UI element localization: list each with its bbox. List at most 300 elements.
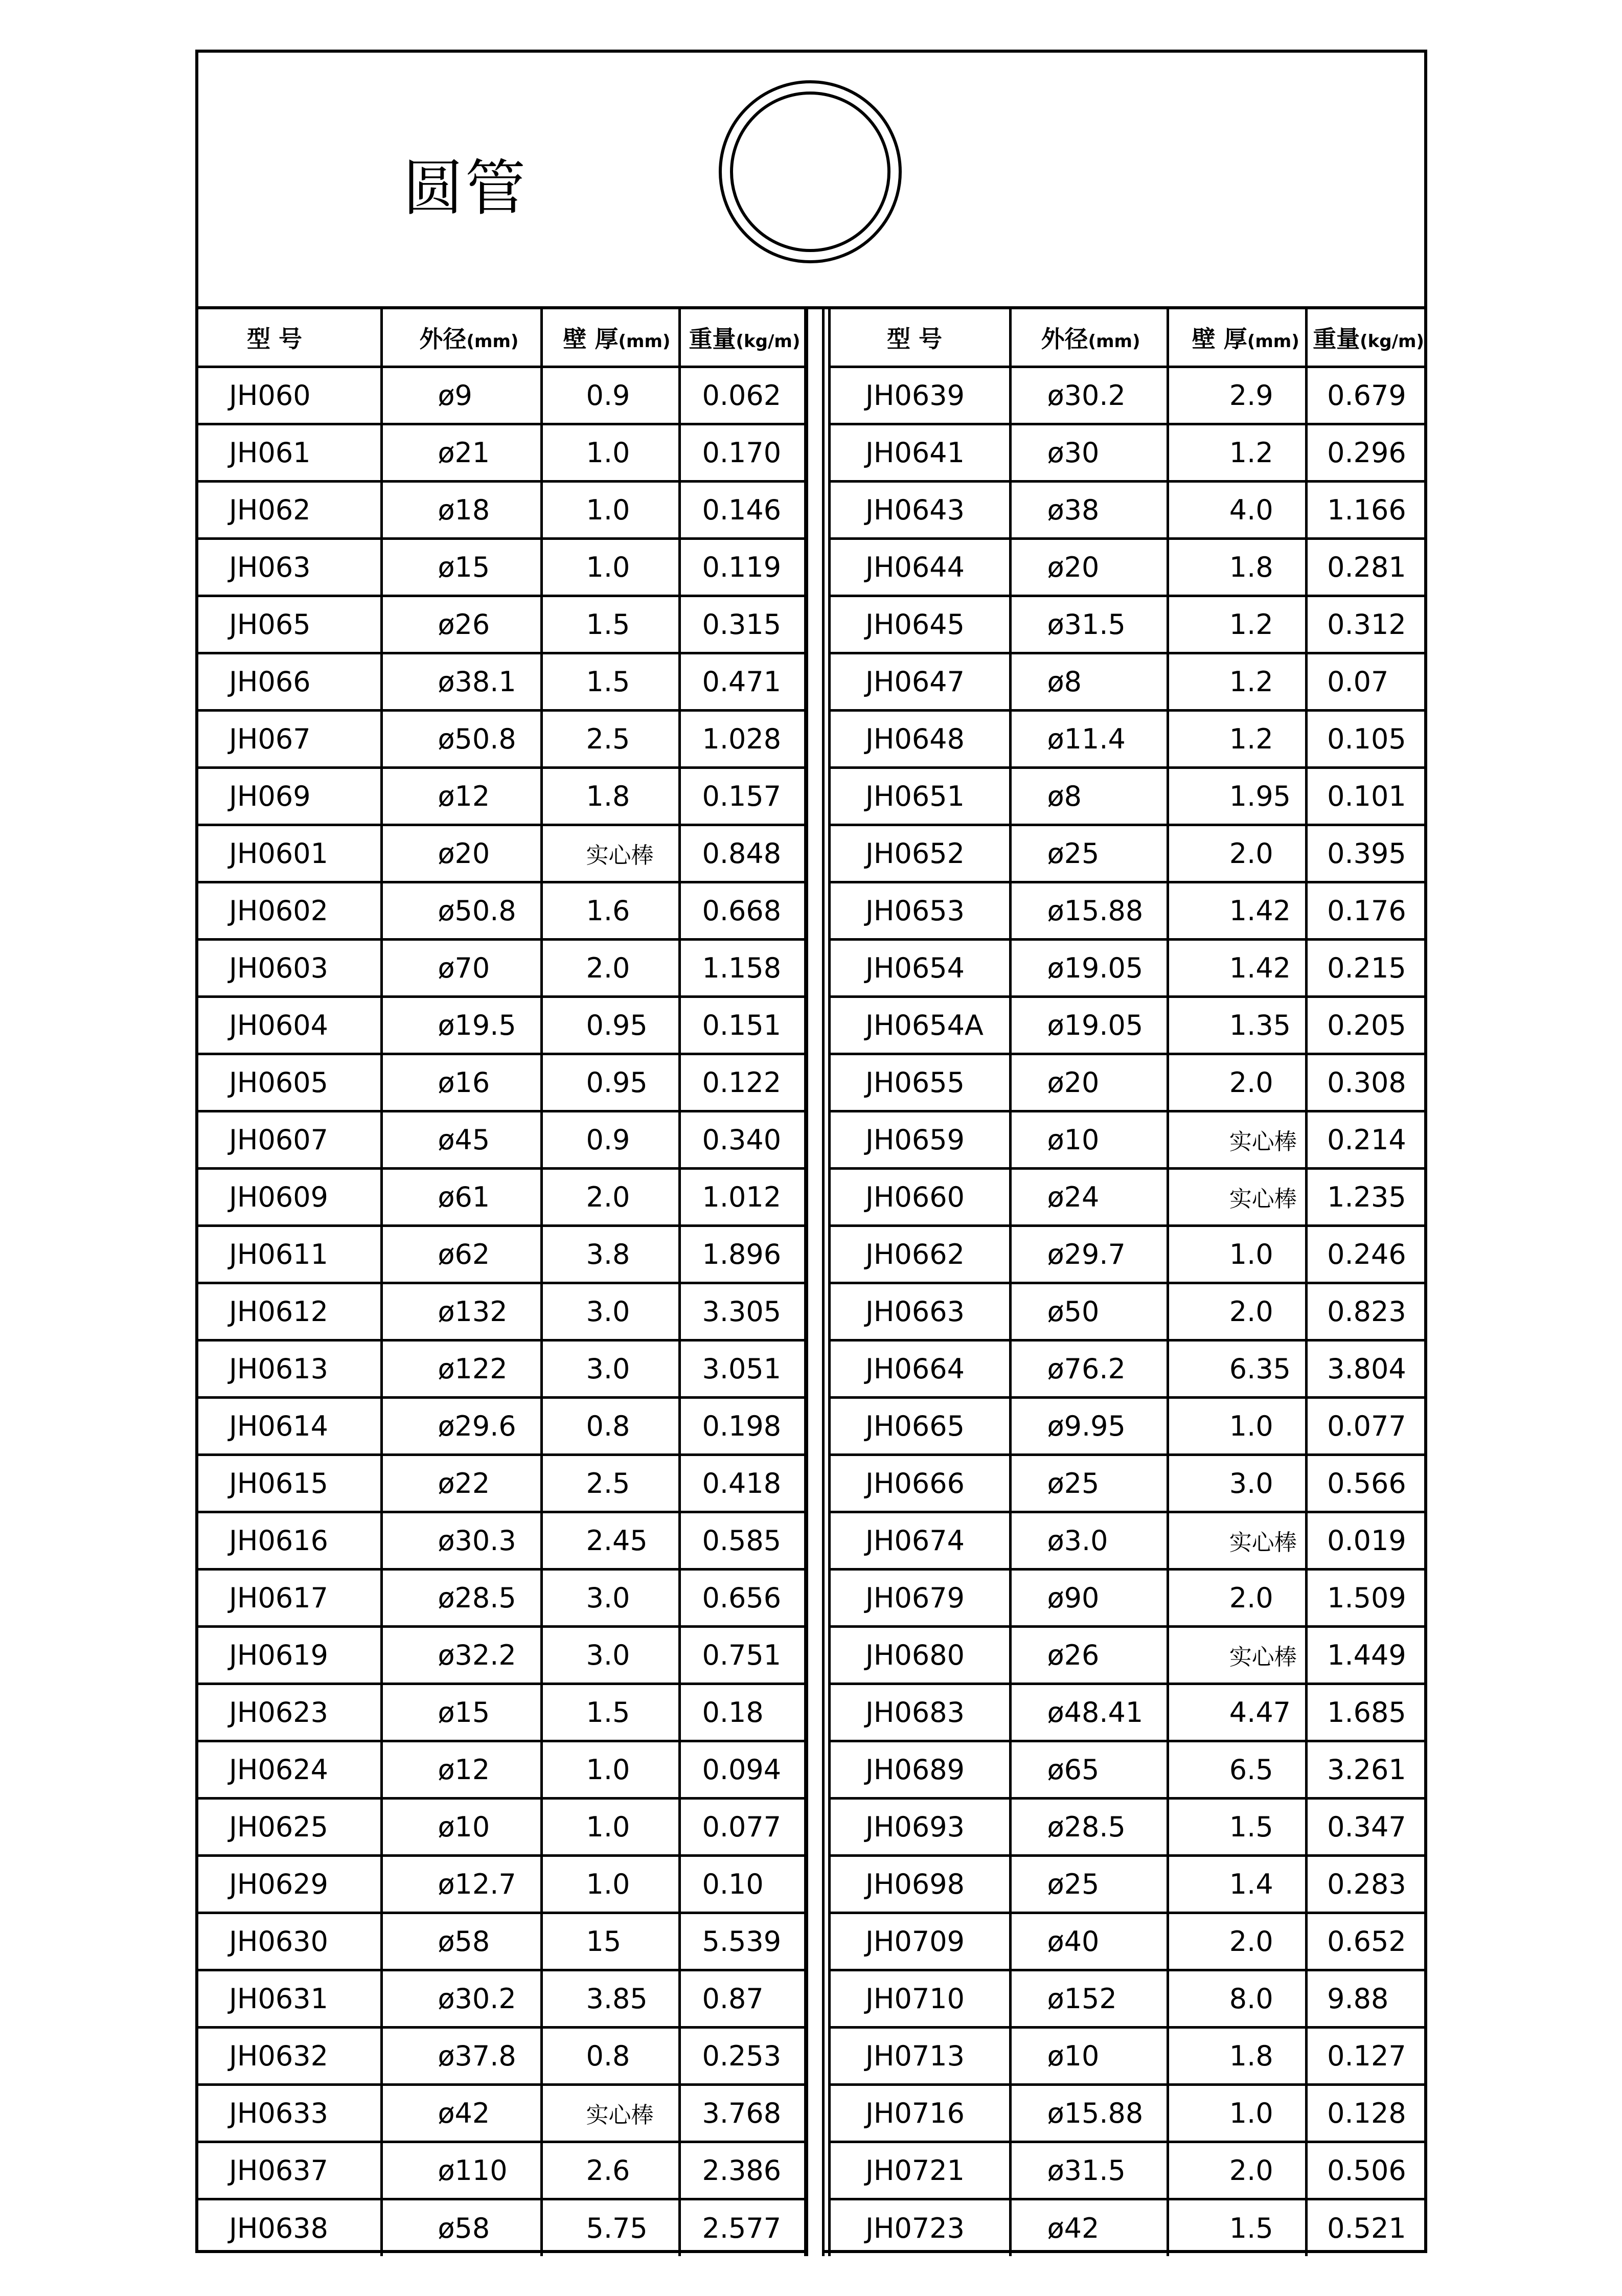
cell-outer-diameter: ø28.5 [381,1569,541,1626]
cell-model: JH0659 [830,1111,1011,1168]
table-row [830,367,1425,424]
cell-model: JH0644 [830,538,1011,596]
table-row [198,1340,807,1397]
table-row [198,1054,807,1111]
table-row [830,2027,1425,2084]
table-row [198,1283,807,1340]
cell-weight: 0.094 [679,1741,807,1798]
cell-weight: 0.668 [679,882,807,939]
table-row [830,2084,1425,2142]
cell-weight: 0.848 [679,825,807,882]
cell-model: JH063 [198,538,381,596]
cell-outer-diameter: ø24 [1010,1168,1168,1225]
cell-weight: 0.521 [1307,2199,1424,2256]
cell-outer-diameter: ø12.7 [381,1855,541,1913]
table-row [830,1741,1425,1798]
table-row [830,1913,1425,1970]
table-row [198,2142,807,2199]
cell-wall-thickness: 1.0 [541,1741,679,1798]
cell-outer-diameter: ø132 [381,1283,541,1340]
cell-outer-diameter: ø15 [381,1684,541,1741]
cell-weight: 0.119 [679,538,807,596]
cell-outer-diameter: ø30 [1010,424,1168,481]
cell-outer-diameter: ø25 [1010,1855,1168,1913]
cell-wall-thickness: 3.0 [541,1283,679,1340]
cell-outer-diameter: ø22 [381,1454,541,1512]
cell-model: JH0641 [830,424,1011,481]
cell-model: JH0609 [198,1168,381,1225]
cell-weight: 0.347 [1307,1798,1424,1855]
cell-wall-thickness: 15 [541,1913,679,1970]
cell-outer-diameter: ø50 [1010,1283,1168,1340]
cell-outer-diameter: ø25 [1010,825,1168,882]
table-row [830,1225,1425,1283]
cell-outer-diameter: ø37.8 [381,2027,541,2084]
cell-model: JH0655 [830,1054,1011,1111]
table-row [830,882,1425,939]
cell-weight: 0.566 [1307,1454,1424,1512]
cell-weight: 0.205 [1307,996,1424,1054]
cell-wall-thickness: 1.2 [1168,424,1306,481]
cell-model: JH0693 [830,1798,1011,1855]
cell-model: JH0613 [198,1340,381,1397]
cell-outer-diameter: ø38.1 [381,653,541,710]
cell-outer-diameter: ø10 [1010,2027,1168,2084]
cell-model: JH0665 [830,1397,1011,1454]
cell-weight: 3.305 [679,1283,807,1340]
cell-weight: 0.128 [1307,2084,1424,2142]
cell-wall-thickness: 1.0 [1168,2084,1306,2142]
cell-outer-diameter: ø8 [1010,767,1168,825]
table-row [198,424,807,481]
cell-model: JH0639 [830,367,1011,424]
cell-weight: 0.395 [1307,825,1424,882]
cell-wall-thickness: 2.5 [541,710,679,767]
table-row [198,2027,807,2084]
table-row [198,653,807,710]
cell-wall-thickness: 2.6 [541,2142,679,2199]
cell-wall-thickness: 1.0 [1168,1397,1306,1454]
cell-wall-thickness: 1.0 [541,481,679,538]
table-row [830,767,1425,825]
cell-weight: 0.146 [679,481,807,538]
cell-outer-diameter: ø21 [381,424,541,481]
cell-outer-diameter: ø29.7 [1010,1225,1168,1283]
cell-weight: 0.170 [679,424,807,481]
cell-outer-diameter: ø30.2 [381,1970,541,2027]
cell-model: JH0638 [198,2199,381,2256]
cell-outer-diameter: ø26 [1010,1626,1168,1684]
table-header-row [830,309,1425,367]
table-row [198,996,807,1054]
cell-weight: 0.281 [1307,538,1424,596]
cell-weight: 0.176 [1307,882,1424,939]
cell-weight: 0.679 [1307,367,1424,424]
table-row [198,1225,807,1283]
cell-model: JH0680 [830,1626,1011,1684]
table-row [198,1970,807,2027]
cell-outer-diameter: ø31.5 [1010,2142,1168,2199]
cell-model: JH0653 [830,882,1011,939]
cell-model: JH0630 [198,1913,381,1970]
cell-model: JH0652 [830,825,1011,882]
cell-model: JH0617 [198,1569,381,1626]
cell-model: JH0723 [830,2199,1011,2256]
cell-weight: 0.157 [679,767,807,825]
cell-outer-diameter: ø20 [1010,538,1168,596]
cell-wall-thickness: 0.9 [541,367,679,424]
cell-wall-thickness: 1.6 [541,882,679,939]
cell-model: JH0607 [198,1111,381,1168]
header-model: 型 号 [830,309,1011,367]
cell-wall-thickness: 1.8 [1168,2027,1306,2084]
cell-model: JH0664 [830,1340,1011,1397]
cell-model: JH0654A [830,996,1011,1054]
cell-model: JH0604 [198,996,381,1054]
table-row [198,1855,807,1913]
cell-wall-thickness: 3.0 [541,1626,679,1684]
table-row [830,996,1425,1054]
cell-weight: 0.105 [1307,710,1424,767]
cell-wall-thickness: 2.0 [541,939,679,996]
cell-outer-diameter: ø32.2 [381,1626,541,1684]
table-row [198,939,807,996]
table-row [198,1798,807,1855]
table-row [198,1626,807,1684]
cell-outer-diameter: ø16 [381,1054,541,1111]
cell-wall-thickness: 1.42 [1168,882,1306,939]
table-row [830,710,1425,767]
cell-model: JH0623 [198,1684,381,1741]
cell-model: JH0666 [830,1454,1011,1512]
cell-model: JH066 [198,653,381,710]
cell-wall-thickness: 6.35 [1168,1340,1306,1397]
cell-wall-thickness: 1.95 [1168,767,1306,825]
table-row [198,481,807,538]
header-od: 外径(mm) [381,309,541,367]
cell-model: JH0601 [198,825,381,882]
cell-wall-thickness: 2.5 [541,1454,679,1512]
cell-model: JH0679 [830,1569,1011,1626]
cell-weight: 9.88 [1307,1970,1424,2027]
cell-weight: 0.198 [679,1397,807,1454]
cell-model: JH065 [198,596,381,653]
table-row [830,1626,1425,1684]
cell-outer-diameter: ø90 [1010,1569,1168,1626]
table-row [830,1855,1425,1913]
cell-weight: 0.652 [1307,1913,1424,1970]
cell-wall-thickness: 1.5 [541,596,679,653]
cell-weight: 0.077 [679,1798,807,1855]
cell-weight: 0.101 [1307,767,1424,825]
cell-outer-diameter: ø10 [381,1798,541,1855]
cell-weight: 0.07 [1307,653,1424,710]
cell-wall-thickness: 2.0 [1168,1569,1306,1626]
table-row [830,1168,1425,1225]
cell-weight: 1.509 [1307,1569,1424,1626]
cell-model: JH0625 [198,1798,381,1855]
table-row [830,825,1425,882]
cell-model: JH0663 [830,1283,1011,1340]
cell-weight: 0.751 [679,1626,807,1684]
cell-wall-thickness: 0.95 [541,996,679,1054]
cell-weight: 2.577 [679,2199,807,2256]
header-wall: 壁 厚(mm) [1168,309,1306,367]
cell-weight: 0.296 [1307,424,1424,481]
cell-outer-diameter: ø50.8 [381,882,541,939]
cell-wall-thickness: 4.47 [1168,1684,1306,1741]
table-row [830,1569,1425,1626]
cell-weight: 0.019 [1307,1512,1424,1569]
table-row [198,2199,807,2256]
cell-weight: 0.283 [1307,1855,1424,1913]
table-row [830,1684,1425,1741]
cell-model: JH0698 [830,1855,1011,1913]
cell-outer-diameter: ø50.8 [381,710,541,767]
cell-wall-thickness: 5.75 [541,2199,679,2256]
cell-model: JH0710 [830,1970,1011,2027]
cell-model: JH0611 [198,1225,381,1283]
tube-cross-section-icon [718,80,902,264]
cell-outer-diameter: ø30.2 [1010,367,1168,424]
cell-model: JH0713 [830,2027,1011,2084]
table-row [198,882,807,939]
cell-weight: 0.215 [1307,939,1424,996]
cell-outer-diameter: ø65 [1010,1741,1168,1798]
cell-outer-diameter: ø61 [381,1168,541,1225]
table-row [198,1684,807,1741]
cell-outer-diameter: ø19.05 [1010,996,1168,1054]
cell-weight: 0.418 [679,1454,807,1512]
table-row [830,653,1425,710]
cell-outer-diameter: ø20 [1010,1054,1168,1111]
cell-outer-diameter: ø42 [1010,2199,1168,2256]
cell-wall-thickness: 0.95 [541,1054,679,1111]
cell-outer-diameter: ø62 [381,1225,541,1283]
cell-model: JH0654 [830,939,1011,996]
cell-weight: 0.308 [1307,1054,1424,1111]
cell-weight: 0.656 [679,1569,807,1626]
table-row [198,767,807,825]
cell-wall-thickness: 8.0 [1168,1970,1306,2027]
cell-model: JH0683 [830,1684,1011,1741]
table-row [198,1168,807,1225]
cell-outer-diameter: ø19.05 [1010,939,1168,996]
table-row [830,1283,1425,1340]
cell-model: JH0716 [830,2084,1011,2142]
cell-weight: 1.685 [1307,1684,1424,1741]
cell-weight: 3.768 [679,2084,807,2142]
cell-model: JH0721 [830,2142,1011,2199]
cell-weight: 1.449 [1307,1626,1424,1684]
cell-model: JH067 [198,710,381,767]
cell-weight: 0.340 [679,1111,807,1168]
table-row [830,596,1425,653]
cell-wall-thickness: 3.0 [541,1569,679,1626]
table-row [830,1054,1425,1111]
cell-weight: 0.585 [679,1512,807,1569]
header-wall: 壁 厚(mm) [541,309,679,367]
cell-outer-diameter: ø40 [1010,1913,1168,1970]
cell-outer-diameter: ø31.5 [1010,596,1168,653]
cell-weight: 1.166 [1307,481,1424,538]
cell-wall-thickness: 3.0 [1168,1454,1306,1512]
cell-wall-thickness: 1.5 [1168,1798,1306,1855]
cell-outer-diameter: ø9 [381,367,541,424]
cell-model: JH0631 [198,1970,381,2027]
cell-wall-thickness: 1.2 [1168,653,1306,710]
table-row [198,2084,807,2142]
cell-wall-thickness: 2.0 [1168,1283,1306,1340]
table-row [830,1340,1425,1397]
cell-weight: 1.235 [1307,1168,1424,1225]
table-row [830,1111,1425,1168]
cell-outer-diameter: ø48.41 [1010,1684,1168,1741]
cell-wall-thickness: 实心棒 [1168,1626,1306,1684]
cell-model: JH0674 [830,1512,1011,1569]
cell-model: JH0660 [830,1168,1011,1225]
cell-wall-thickness: 2.0 [1168,825,1306,882]
table-row [830,1397,1425,1454]
cell-outer-diameter: ø70 [381,939,541,996]
sheet-header [198,53,1424,309]
cell-outer-diameter: ø152 [1010,1970,1168,2027]
cell-wall-thickness: 实心棒 [541,2084,679,2142]
cell-weight: 0.10 [679,1855,807,1913]
cell-wall-thickness: 1.35 [1168,996,1306,1054]
cell-model: JH060 [198,367,381,424]
cell-model: JH0633 [198,2084,381,2142]
cell-model: JH0619 [198,1626,381,1684]
cell-weight: 0.312 [1307,596,1424,653]
cell-weight: 1.896 [679,1225,807,1283]
table-header-row [198,309,807,367]
cell-wall-thickness: 3.85 [541,1970,679,2027]
cell-weight: 1.158 [679,939,807,996]
cell-outer-diameter: ø26 [381,596,541,653]
cell-wall-thickness: 实心棒 [1168,1168,1306,1225]
table-row [198,1569,807,1626]
cell-model: JH0709 [830,1913,1011,1970]
cell-model: JH0637 [198,2142,381,2199]
table-row [830,1454,1425,1512]
table-row [198,825,807,882]
cell-weight: 3.261 [1307,1741,1424,1798]
cell-wall-thickness: 1.2 [1168,710,1306,767]
table-row [198,1741,807,1798]
cell-model: JH0624 [198,1741,381,1798]
cell-outer-diameter: ø15 [381,538,541,596]
table-row [830,538,1425,596]
table-row [830,2199,1425,2256]
cell-wall-thickness: 0.9 [541,1111,679,1168]
spec-table-left [198,309,808,2256]
cell-model: JH069 [198,767,381,825]
cell-wall-thickness: 1.0 [1168,1225,1306,1283]
table-row [830,2142,1425,2199]
header-od: 外径(mm) [1010,309,1168,367]
cell-outer-diameter: ø58 [381,2199,541,2256]
cell-wall-thickness: 2.0 [1168,2142,1306,2199]
cell-wall-thickness: 4.0 [1168,481,1306,538]
cell-outer-diameter: ø19.5 [381,996,541,1054]
cell-outer-diameter: ø10 [1010,1111,1168,1168]
cell-model: JH0614 [198,1397,381,1454]
cell-wall-thickness: 实心棒 [1168,1111,1306,1168]
cell-outer-diameter: ø20 [381,825,541,882]
cell-wall-thickness: 1.0 [541,538,679,596]
cell-outer-diameter: ø58 [381,1913,541,1970]
cell-wall-thickness: 0.8 [541,2027,679,2084]
table-row [198,710,807,767]
table-row [198,596,807,653]
cell-outer-diameter: ø38 [1010,481,1168,538]
cell-outer-diameter: ø18 [381,481,541,538]
cell-wall-thickness: 1.42 [1168,939,1306,996]
cell-weight: 0.18 [679,1684,807,1741]
cell-model: JH0647 [830,653,1011,710]
table-row [830,939,1425,996]
table-row [198,1397,807,1454]
cell-outer-diameter: ø122 [381,1340,541,1397]
cell-model: JH0605 [198,1054,381,1111]
header-weight: 重量(kg/m) [1307,309,1424,367]
cell-weight: 2.386 [679,2142,807,2199]
cell-outer-diameter: ø12 [381,767,541,825]
table-row [198,538,807,596]
cell-weight: 3.051 [679,1340,807,1397]
cell-outer-diameter: ø15.88 [1010,882,1168,939]
cell-outer-diameter: ø45 [381,1111,541,1168]
cell-model: JH0612 [198,1283,381,1340]
cell-outer-diameter: ø76.2 [1010,1340,1168,1397]
table-row [198,1512,807,1569]
cell-wall-thickness: 1.0 [541,1798,679,1855]
cell-wall-thickness: 1.0 [541,1855,679,1913]
cell-wall-thickness: 1.8 [1168,538,1306,596]
cell-weight: 0.151 [679,996,807,1054]
table-row [830,481,1425,538]
table-row [198,1111,807,1168]
cell-model: JH0632 [198,2027,381,2084]
cell-weight: 0.062 [679,367,807,424]
cell-weight: 1.012 [679,1168,807,1225]
cell-model: JH0602 [198,882,381,939]
cell-outer-diameter: ø110 [381,2142,541,2199]
table-row [830,1970,1425,2027]
cell-model: JH0616 [198,1512,381,1569]
cell-model: JH0689 [830,1741,1011,1798]
cell-outer-diameter: ø9.95 [1010,1397,1168,1454]
cell-wall-thickness: 2.0 [1168,1054,1306,1111]
cell-wall-thickness: 1.2 [1168,596,1306,653]
cell-model: JH0643 [830,481,1011,538]
cell-wall-thickness: 2.9 [1168,367,1306,424]
cell-wall-thickness: 2.0 [1168,1913,1306,1970]
header-weight: 重量(kg/m) [679,309,807,367]
cell-outer-diameter: ø42 [381,2084,541,2142]
cell-wall-thickness: 实心棒 [541,825,679,882]
cell-weight: 0.127 [1307,2027,1424,2084]
cell-model: JH062 [198,481,381,538]
cell-wall-thickness: 2.0 [541,1168,679,1225]
cell-model: JH061 [198,424,381,481]
cell-wall-thickness: 2.45 [541,1512,679,1569]
cell-outer-diameter: ø15.88 [1010,2084,1168,2142]
cell-outer-diameter: ø11.4 [1010,710,1168,767]
cell-wall-thickness: 1.5 [1168,2199,1306,2256]
table-row [198,1454,807,1512]
